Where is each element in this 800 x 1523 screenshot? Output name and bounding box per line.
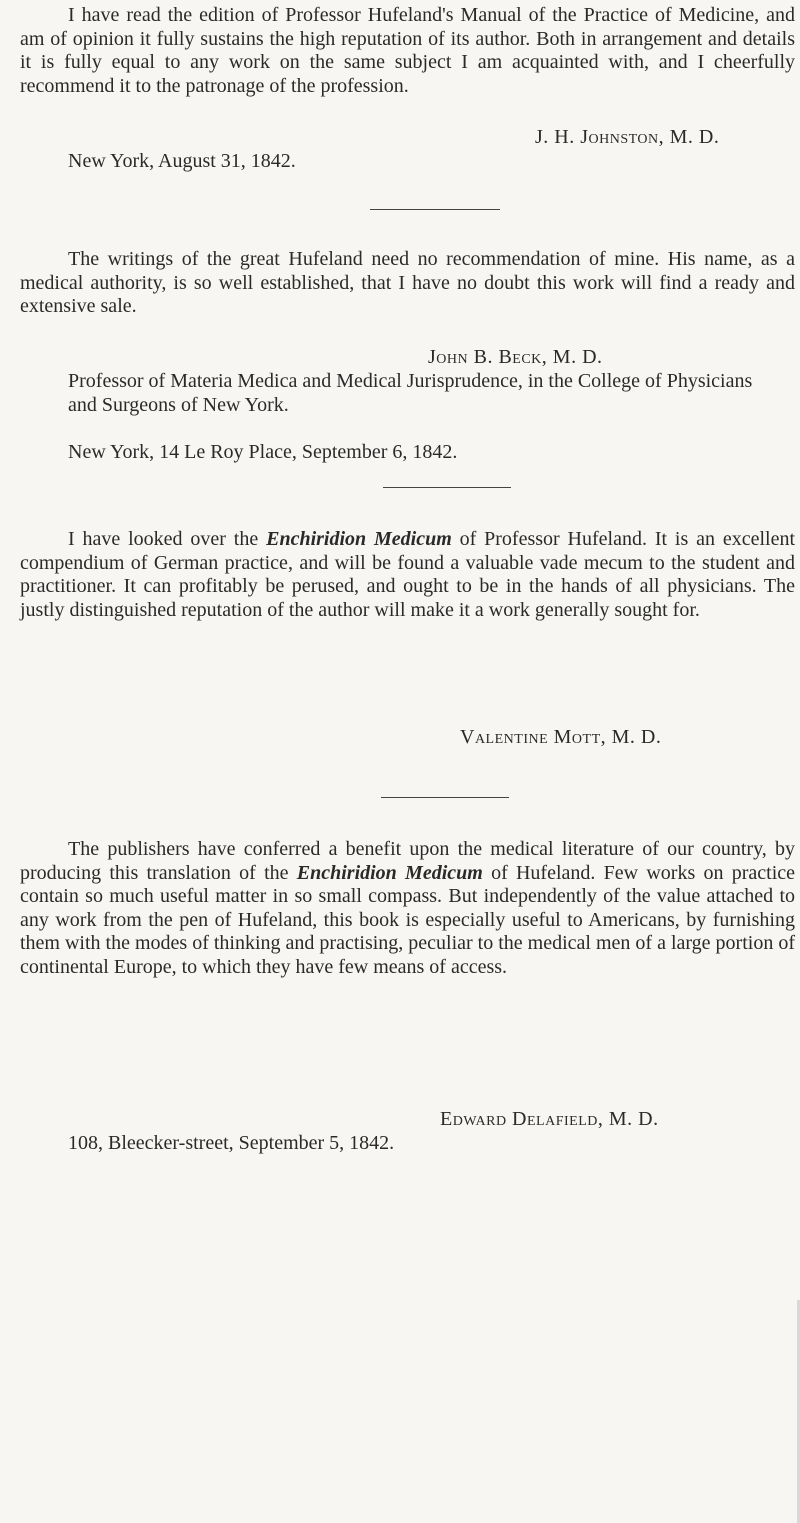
testimonial-1-text: I have read the edition of Professor Hufeland's Manual of the Practice of Medicine, and am of opinion it fully sustains the high reputation of its author. Both in arrangement and details it is fully equal to any work on the same subject I am acquainted with, and I cheerfully recommend it to the patronage of the profession. [20,4,795,97]
divider [381,797,509,798]
testimonial-1-place-date: New York, August 31, 1842. [68,150,296,172]
testimonial-3-text [20,528,795,622]
testimonial-3-signature: Valentine Mott, M. D. [460,726,662,748]
testimonial-3-work-title: Enchiridion Medicum [266,528,452,550]
testimonial-4-place-date: 108, Bleecker-street, September 5, 1842. [68,1132,395,1154]
testimonial-3-text-before: I have looked over the [68,528,267,550]
testimonial-2-title: Professor of Materia Medica and Medical Jurisprudence, in the College of Physicians and Surgeons of New York. [68,370,753,416]
testimonial-2-text: The writings of the great Hufeland need no recommendation of mine. His name, as a medical authority, is so well established, that I have no doubt this work will find a ready and extensive sale. [20,248,795,317]
testimonial-3-text-after: of Professor Hufeland. It is an excellent compendium of German practice, and will be found a valuable vade mecum to the student and practitioner. It can profitably be perused, and ought to be in the hands of all physicians. The justly distinguished reputation of the author will make it a work generally sought for. [20,528,796,621]
testimonial-4-text-after: of Hufeland. Few works on practice contain so much useful matter in so small compass. But independently of the value attached to any work from the pen of Hufeland, this book is especially useful to Americans, by furnishing them with the modes of thinking and practising, peculiar to the medical men of a large portion of continental Europe, to which they have few means of access. [20,861,796,978]
testimonial-2-signature: John B. Beck, M. D. [428,346,603,368]
testimonial-4-text [20,838,795,979]
testimonial-1-signature: J. H. Johnston, M. D. [535,126,720,148]
divider [370,209,500,210]
testimonial-2-place-date: New York, 14 Le Roy Place, September 6, 1842. [68,441,458,463]
testimonial-4-text-before: The publishers have conferred a benefit upon the medical literature of our country, by producing this translation of the [20,838,795,884]
divider [383,487,511,488]
testimonial-4-signature: Edward Delafield, M. D. [440,1108,659,1130]
testimonial-4-work-title: Enchiridion Medicum [296,861,483,884]
